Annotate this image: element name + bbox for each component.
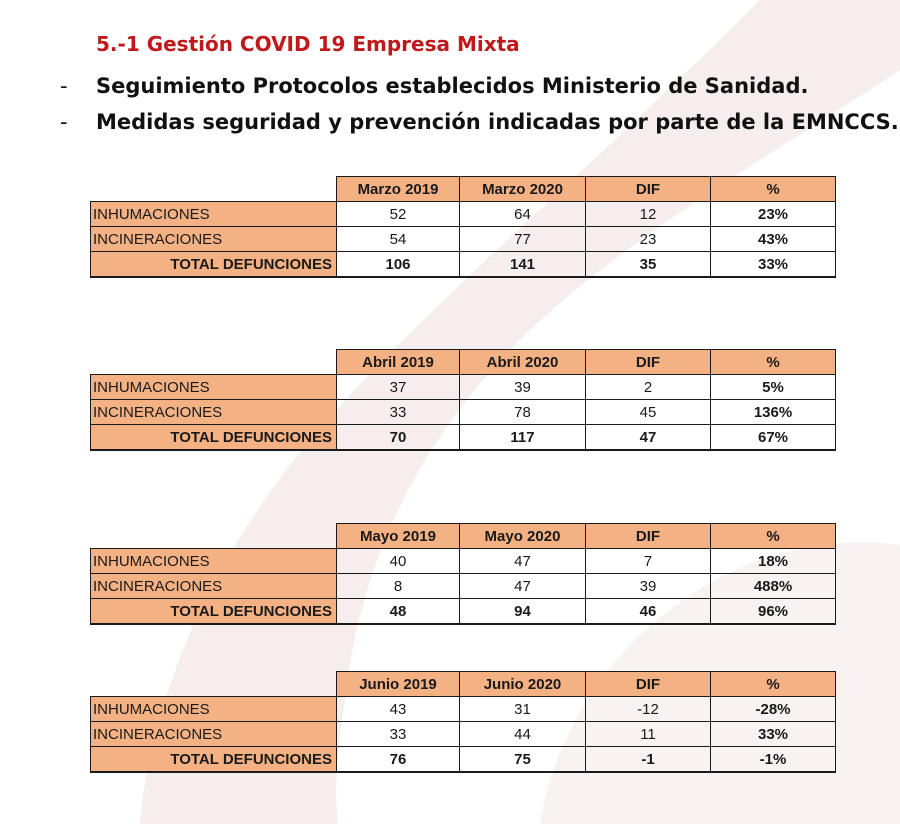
cell-pct: -1% <box>711 747 836 773</box>
cell-2020: 47 <box>460 574 586 599</box>
cell-pct: 33% <box>711 722 836 747</box>
cell-dif: 2 <box>586 375 711 400</box>
row-label: INHUMACIONES <box>91 202 337 227</box>
row-label: INHUMACIONES <box>91 375 337 400</box>
table-total-row <box>91 425 836 451</box>
header-blank-cell <box>91 524 337 549</box>
table-total-row <box>91 252 836 278</box>
cell-2020: 94 <box>460 599 586 625</box>
cell-dif: 35 <box>586 252 711 278</box>
header-2020: Mayo 2020 <box>460 524 586 549</box>
header-2019: Marzo 2019 <box>337 177 460 202</box>
table-row <box>91 375 836 400</box>
header-blank-cell <box>91 350 337 375</box>
header-blank-cell <box>91 177 337 202</box>
header-blank-cell <box>91 672 337 697</box>
cell-pct: 18% <box>711 549 836 574</box>
table-abril <box>90 349 836 451</box>
table-header-row <box>91 524 836 549</box>
row-label: TOTAL DEFUNCIONES <box>91 425 337 451</box>
cell-2020: 78 <box>460 400 586 425</box>
row-label: INCINERACIONES <box>91 400 337 425</box>
cell-2019: 76 <box>337 747 460 773</box>
row-label: TOTAL DEFUNCIONES <box>91 599 337 625</box>
cell-pct: 5% <box>711 375 836 400</box>
header-2020: Abril 2020 <box>460 350 586 375</box>
cell-pct: 23% <box>711 202 836 227</box>
table-mayo <box>90 523 836 625</box>
row-label: INCINERACIONES <box>91 227 337 252</box>
cell-2020: 64 <box>460 202 586 227</box>
table-header-row <box>91 350 836 375</box>
cell-2019: 48 <box>337 599 460 625</box>
cell-2020: 117 <box>460 425 586 451</box>
table-header-row <box>91 177 836 202</box>
cell-2020: 75 <box>460 747 586 773</box>
table-row <box>91 227 836 252</box>
bullet-item <box>60 74 808 98</box>
table-marzo <box>90 176 836 278</box>
bullet-text: Medidas seguridad y prevención indicadas por parte de la EMNCCS. <box>96 110 899 134</box>
cell-2019: 8 <box>337 574 460 599</box>
cell-2020: 44 <box>460 722 586 747</box>
cell-dif: 45 <box>586 400 711 425</box>
bullet-item <box>60 110 899 134</box>
table-row <box>91 722 836 747</box>
header-2020: Marzo 2020 <box>460 177 586 202</box>
cell-2019: 33 <box>337 400 460 425</box>
cell-2019: 54 <box>337 227 460 252</box>
table-junio <box>90 671 836 773</box>
header-2019: Junio 2019 <box>337 672 460 697</box>
header-2019: Abril 2019 <box>337 350 460 375</box>
header-dif: DIF <box>586 672 711 697</box>
cell-2020: 31 <box>460 697 586 722</box>
cell-2020: 141 <box>460 252 586 278</box>
cell-2019: 70 <box>337 425 460 451</box>
cell-dif: 12 <box>586 202 711 227</box>
cell-2020: 77 <box>460 227 586 252</box>
row-label: INHUMACIONES <box>91 697 337 722</box>
row-label: TOTAL DEFUNCIONES <box>91 747 337 773</box>
header-dif: DIF <box>586 350 711 375</box>
table-row <box>91 574 836 599</box>
table-row <box>91 202 836 227</box>
table-row <box>91 697 836 722</box>
cell-dif: -12 <box>586 697 711 722</box>
cell-2019: 33 <box>337 722 460 747</box>
cell-dif: 23 <box>586 227 711 252</box>
cell-pct: 43% <box>711 227 836 252</box>
cell-dif: 11 <box>586 722 711 747</box>
bullet-text: Seguimiento Protocolos establecidos Ministerio de Sanidad. <box>96 74 809 98</box>
table-total-row <box>91 747 836 773</box>
cell-dif: 47 <box>586 425 711 451</box>
table-row <box>91 549 836 574</box>
cell-2019: 43 <box>337 697 460 722</box>
cell-2019: 52 <box>337 202 460 227</box>
header-pct: % <box>711 177 836 202</box>
cell-dif: 7 <box>586 549 711 574</box>
cell-pct: 488% <box>711 574 836 599</box>
cell-dif: 39 <box>586 574 711 599</box>
bullet-dash: - <box>60 74 68 98</box>
row-label: INCINERACIONES <box>91 574 337 599</box>
header-pct: % <box>711 672 836 697</box>
cell-pct: -28% <box>711 697 836 722</box>
cell-pct: 136% <box>711 400 836 425</box>
header-dif: DIF <box>586 177 711 202</box>
row-label: INHUMACIONES <box>91 549 337 574</box>
row-label: TOTAL DEFUNCIONES <box>91 252 337 278</box>
table-header-row <box>91 672 836 697</box>
cell-dif: -1 <box>586 747 711 773</box>
cell-2020: 39 <box>460 375 586 400</box>
page-title: 5.-1 Gestión COVID 19 Empresa Mixta <box>96 32 520 56</box>
cell-2019: 106 <box>337 252 460 278</box>
cell-2019: 40 <box>337 549 460 574</box>
header-dif: DIF <box>586 524 711 549</box>
cell-pct: 33% <box>711 252 836 278</box>
table-total-row <box>91 599 836 625</box>
cell-pct: 67% <box>711 425 836 451</box>
bullet-dash: - <box>60 110 68 134</box>
header-2020: Junio 2020 <box>460 672 586 697</box>
cell-2019: 37 <box>337 375 460 400</box>
header-pct: % <box>711 350 836 375</box>
header-pct: % <box>711 524 836 549</box>
cell-dif: 46 <box>586 599 711 625</box>
table-row <box>91 400 836 425</box>
cell-2020: 47 <box>460 549 586 574</box>
row-label: INCINERACIONES <box>91 722 337 747</box>
cell-pct: 96% <box>711 599 836 625</box>
header-2019: Mayo 2019 <box>337 524 460 549</box>
